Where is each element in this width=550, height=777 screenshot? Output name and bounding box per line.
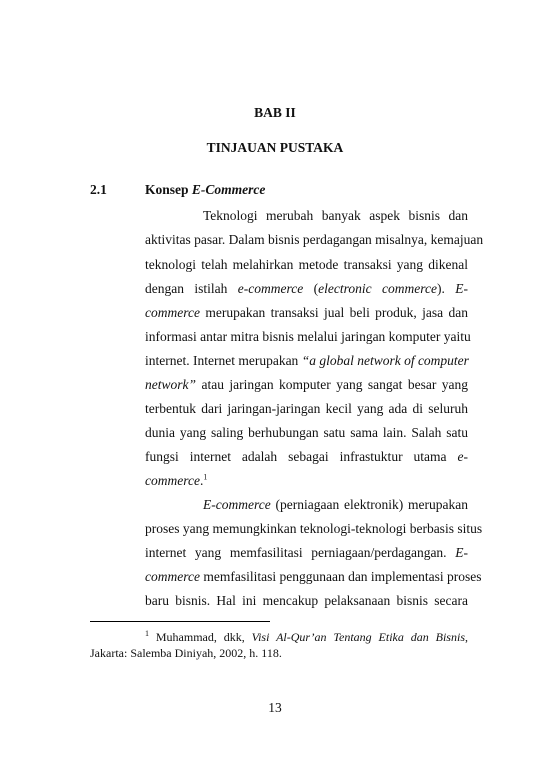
text-span: ( — [303, 281, 319, 296]
text-span: internet. Internet merupakan — [145, 353, 302, 368]
text-span: ). — [436, 281, 456, 296]
text-span: fungsi internet adalah sebagai infrastuktur utama — [145, 449, 458, 464]
italic-span: e-commerce — [237, 281, 304, 296]
italic-span: Visi Al-Qur’an Tentang Etika dan Bisnis — [251, 630, 465, 644]
paragraph-1-line: aktivitas pasar. Dalam bisnis perdagangan misalnya, kemajuan — [145, 232, 484, 247]
paragraph-1-line — [145, 304, 468, 321]
paragraph-2-line: proses yang memungkinkan teknologi-teknologi berbasis situs — [145, 521, 483, 536]
italic-span: network” — [145, 377, 197, 392]
paragraph-2-line — [145, 568, 482, 585]
text-span: memfasilitasi penggunaan dan implementasi proses — [199, 569, 482, 584]
text-span: , — [464, 630, 468, 644]
paragraph-1-line: Teknologi merubah banyak aspek bisnis dan — [203, 208, 468, 223]
paragraph-1-line — [145, 472, 468, 489]
text-span: atau jaringan komputer yang sangat besar yang — [196, 377, 468, 392]
paragraph-1-line — [145, 280, 468, 297]
italic-span: electronic commerce — [318, 281, 437, 296]
chapter-title: TINJAUAN PUSTAKA — [206, 140, 344, 155]
footnote-line — [90, 630, 468, 645]
paragraph-1-line — [145, 448, 468, 465]
text-span: . — [199, 473, 204, 488]
text-span: (perniagaan elektronik) merupakan — [270, 497, 468, 512]
paragraph-1-line — [145, 352, 468, 369]
text-span: merupakan transaksi jual beli produk, jasa dan — [199, 305, 468, 320]
italic-span: commerce — [145, 305, 200, 320]
paragraph-1-line: teknologi telah melahirkan metode transaksi yang dikenal — [145, 257, 468, 272]
paragraph-1-line: dunia yang saling berhubungan satu sama lain. Salah satu — [145, 425, 468, 440]
section-title — [145, 182, 265, 198]
footnote-divider — [90, 621, 270, 622]
footnote-marker: 1 — [145, 629, 149, 638]
section-number: 2.1 — [90, 182, 107, 197]
paragraph-2-line: baru bisnis. Hal ini mencakup pelaksanaan bisnis secara — [145, 593, 468, 608]
chapter-heading: BAB II — [254, 105, 296, 120]
italic-span: E- — [455, 545, 468, 560]
text-span: internet yang memfasilitasi perniagaan/perdagangan. — [145, 545, 456, 560]
paragraph-2-line — [145, 496, 468, 513]
italic-span: E- — [455, 281, 468, 296]
section-title-italic: E-Commerce — [191, 182, 266, 197]
italic-span: commerce — [145, 569, 200, 584]
italic-span: E-commerce — [203, 497, 271, 512]
paragraph-1-line — [145, 376, 468, 393]
paragraph-2-line — [145, 544, 468, 561]
italic-span: commerce — [145, 473, 200, 488]
paragraph-1-line: informasi antar mitra bisnis melalui jaringan komputer yaitu — [145, 329, 471, 344]
text-span: dengan istilah — [145, 281, 238, 296]
section-title-plain: Konsep — [145, 182, 192, 197]
page-number: 13 — [268, 700, 282, 715]
footnote-reference[interactable]: 1 — [203, 472, 208, 482]
footnote-line: Jakarta: Salemba Diniyah, 2002, h. 118. — [90, 646, 282, 660]
italic-span: e- — [457, 449, 468, 464]
italic-span: “a global network of computer — [301, 353, 469, 368]
paragraph-1-line: terbentuk dari jaringan-jaringan kecil yang ada di seluruh — [145, 401, 468, 416]
text-span: Muhammad, dkk, — [149, 630, 252, 644]
